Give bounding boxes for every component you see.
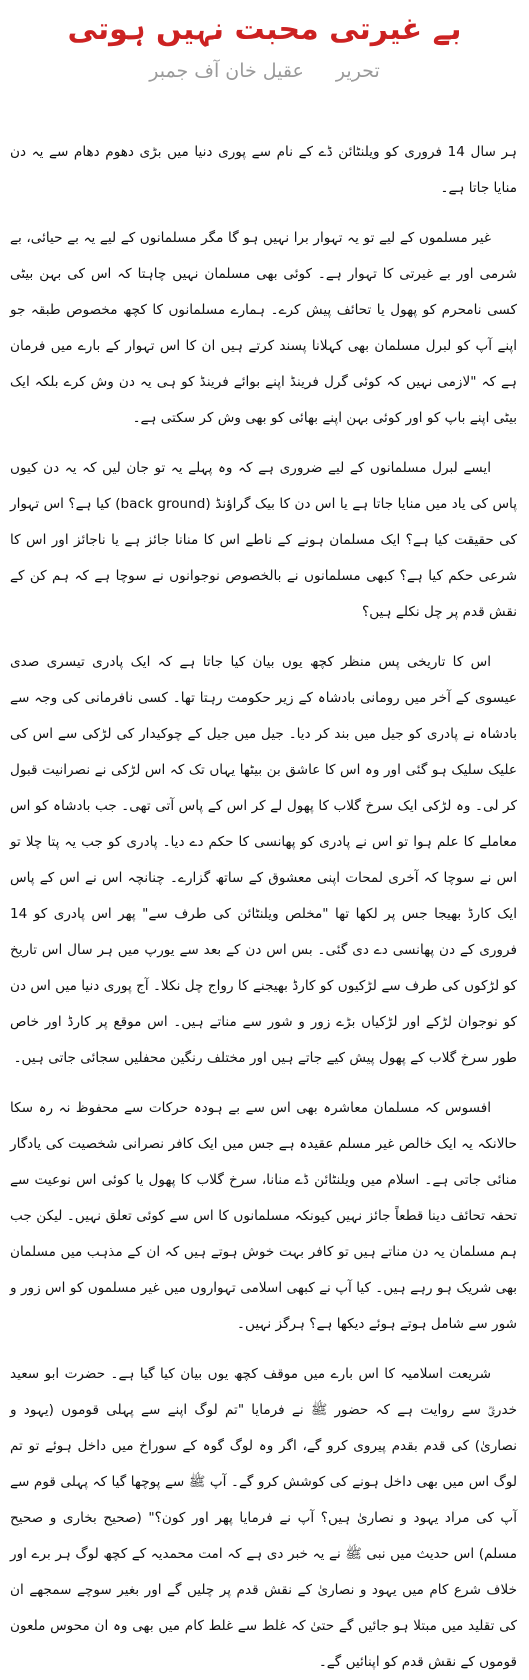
- byline-label: تحریر: [335, 60, 380, 82]
- article-paragraph: ہر سال 14 فروری کو ویلنٹائن ڈے کے نام سے پوری دنیا میں بڑی دھوم دھام سے یہ دن منایا جاتا ہے۔: [10, 144, 517, 196]
- byline: [0, 56, 529, 86]
- article-paragraph: افسوس کہ مسلمان معاشرہ بھی اس سے بے ہودہ حرکات سے محفوظ نہ رہ سکا حالانکہ یہ ایک خالص غیر مسلم عقیدہ ہے جس میں ایک کافر نصرانی شخصیت کی یادگار منائی جاتی ہے۔ اسلام میں ویلنٹائن ڈے منانا، سرخ گلاب کا پھول یا کوئی اس نوعیت سے تحفہ تحائف دینا قطعاً جائز نہیں کیونکہ مسلمانوں کا اس سے کوئی تعلق نہیں۔ لیکن جب ہم مسلمان یہ دن مناتے ہیں تو کافر بہت خوش ہوتے ہیں کہ ان کے مذہب میں مسلمان بھی شریک ہو رہے ہیں۔ کیا آپ نے کبھی اسلامی تہواروں میں غیر مسلموں کو اس زور و شور سے شامل ہوتے ہوئے دیکھا ہے؟ ہرگز نہیں۔: [10, 1100, 517, 1332]
- article-paragraph: شریعت اسلامیہ کا اس بارے میں موقف کچھ یوں بیان کیا گیا ہے۔ حضرت ابو سعید خدریؓ سے روایت ہے کہ حضور ﷺ نے فرمایا "تم لوگ اپنے سے پہلی قوموں (یہود و نصاریٰ) کی قدم بقدم پیروی کرو گے، اگر وہ لوگ گوہ کے سوراخ میں داخل ہوئے تو تم لوگ اس میں بھی داخل ہونے کی کوشش کرو گے۔ آپ ﷺ سے پوچھا گیا کہ پہلی قوم سے آپ کی مراد یہود و نصاریٰ ہیں؟ آپ نے فرمایا پھر اور کون؟" (صحیح بخاری و صحیح مسلم) اس حدیث میں نبی ﷺ نے یہ خبر دی ہے کہ امت محمدیہ کے کچھ لوگ ہر برے اور خلاف شرع کام میں یہود و نصاریٰ کے نقش قدم پر چلیں گے اور بغیر سوچے سمجھے ان کی تقلید میں مبتلا ہو جائیں گے حتیٰ کہ غلط سے غلط کام میں بھی وہ ان محوس ملعون قوموں کے نقش قدم کو اپنائیں گے۔: [10, 1366, 517, 1670]
- article-body: [0, 134, 529, 1680]
- article-paragraph: ایسے لبرل مسلمانوں کے لیے ضروری ہے کہ وہ پہلے یہ تو جان لیں کہ یہ دن کیوں پاس کی یاد میں منایا جاتا ہے یا اس دن کا بیک گراؤنڈ (back ground) کیا ہے؟ اس تہوار کی حقیقت کیا ہے؟ ایک مسلمان ہونے کے ناطے اس کا منانا جائز ہے یا ناجائز اور اس کا شرعی حکم کیا ہے؟ کبھی مسلمانوں نے بالخصوص نوجوانوں نے سوچا ہے کہ ہم کن کے نقش قدم پر چل نکلے ہیں؟: [10, 460, 517, 620]
- article-title: بے غیرتی محبت نہیں ہوتی: [67, 12, 462, 47]
- article-paragraph: اس کا تاریخی پس منظر کچھ یوں بیان کیا جاتا ہے کہ ایک پادری تیسری صدی عیسوی کے آخر میں رومانی بادشاہ کے زیر حکومت رہتا تھا۔ کسی نافرمانی کی وجہ سے بادشاہ نے پادری کو جیل میں بند کر دیا۔ جیل میں جیل کے چوکیدار کی لڑکی سے اس کی علیک سلیک ہو گئی اور وہ اس کا عاشق بن بیٹھا یہاں تک کہ اس لڑکی نے نصرانیت قبول کر لی۔ وہ لڑکی ایک سرخ گلاب کا پھول لے کر اس کے پاس آتی تھی۔ جب بادشاہ کو اس معاملے کا علم ہوا تو اس نے پادری کو پھانسی کا حکم دے دیا۔ پادری کو جب یہ پتا چلا تو اس نے سوچا کہ آخری لمحات اپنی معشوق کے ساتھ گزارے۔ چنانچہ اس نے اس کے پاس ایک کارڈ بھیجا جس پر لکھا تھا "مخلص ویلنٹائن کی طرف سے" پھر اس پادری کو 14 فروری کے دن پھانسی دے دی گئی۔ بس اس دن کے بعد سے یورپ میں ہر سال اس تاریخ کو لڑکوں کی طرف سے لڑکیوں کو کارڈ بھیجنے کا رواج چل نکلا۔ آج پوری دنیا میں اس دن کو نوجوان لڑکے اور لڑکیاں بڑے زور و شور سے مناتے ہیں۔ اس موقع پر کارڈ اور خاص طور سرخ گلاب کے پھول پیش کیے جاتے ہیں اور مختلف رنگین محفلیں سجائی جاتی ہیں۔: [10, 654, 517, 1066]
- author-name: عقیل خان آف جمبر: [149, 60, 304, 82]
- article-paragraph: غیر مسلموں کے لیے تو یہ تہوار برا نہیں ہو گا مگر مسلمانوں کے لیے یہ بے حیائی، بے شرمی اور بے غیرتی کا تہوار ہے۔ کوئی بھی مسلمان نہیں چاہتا کہ اس کی بہن بیٹی کسی نامحرم کو پھول یا تحائف پیش کرے۔ ہمارے مسلمانوں کا کچھ مخصوص طبقہ جو اپنے آپ کو لبرل مسلمان بھی کہلانا پسند کرتے ہیں ان کا اس تہوار کے بارے میں فرمان ہے کہ "لازمی نہیں کہ کوئی گرل فرینڈ اپنے بوائے فرینڈ کو ہی یہ دن وش کرے بلکہ ایک بیٹی اپنے باپ کو اور کوئی بہن اپنے بھائی کو بھی وش کر سکتی ہے۔: [10, 230, 517, 426]
